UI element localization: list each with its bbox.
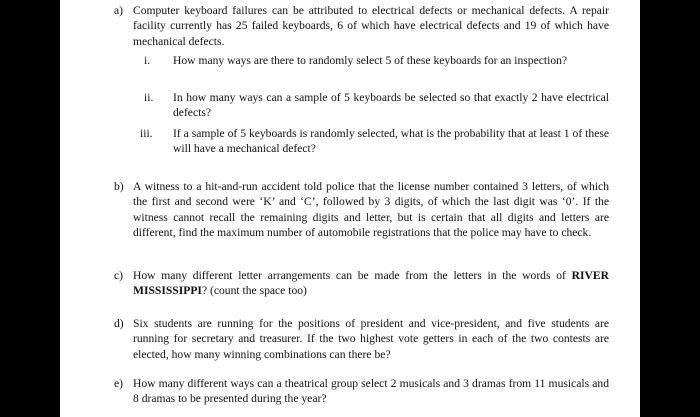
- question-b-text: A witness to a hit-and-run accident told police that the license number contained 3 letters, of which the first and second were ‘K’ and ‘C’, followed by 3 digits, of which the last digit was ‘0’. If the witness cannot recall the remaining digits and letter, but is certain that all digits and letters are different, find the maximum number of automobile registrations that the police may have to check.: [133, 180, 609, 239]
- question-a-ii-text: In how many ways can a sample of 5 keyboards be selected so that exactly 2 have electrical defects?: [173, 91, 609, 120]
- question-a-i-text: How many ways are there to randomly select 5 of these keyboards for an inspection?: [173, 54, 568, 67]
- question-c-bold-words: RIVER MISSISSIPPI: [133, 269, 609, 298]
- question-a-text: Computer keyboard failures can be attributed to electrical defects or mechanical defects. A repair facility currently has 25 failed keyboards, 6 of which have electrical defects and 19 of which have mechanical defects.: [133, 4, 609, 48]
- question-e-text: How many different ways can a theatrical group select 2 musicals and 3 dramas from 11 musicals and 8 dramas to be presented during the year?: [133, 377, 609, 406]
- question-c-text-before: How many different letter arrangements can be made from the letters in the words of: [133, 269, 572, 282]
- question-a-iii-label: iii.: [140, 127, 153, 140]
- question-b-label: b): [114, 180, 124, 193]
- question-c-text-after: ? (count the space too): [201, 284, 307, 298]
- question-a-label: a): [114, 4, 124, 17]
- document-page: [60, 0, 640, 417]
- question-a-iii-text: If a sample of 5 keyboards is randomly selected, what is the probability that at least 1 of these will have a mechanical defect?: [173, 127, 609, 156]
- question-d-text: Six students are running for the positions of president and vice-president, and five students are running for secretary and treasurer. If the two highest vote getters in each of the two contests are elected, how many winning combinations can there be?: [133, 317, 609, 361]
- question-a-ii-label: ii.: [144, 91, 154, 104]
- question-a-i-label: i.: [144, 54, 151, 67]
- question-d-label: d): [114, 317, 124, 330]
- question-e-label: e): [114, 377, 124, 390]
- question-c-text: [133, 268, 609, 299]
- question-c-label: c): [114, 269, 124, 282]
